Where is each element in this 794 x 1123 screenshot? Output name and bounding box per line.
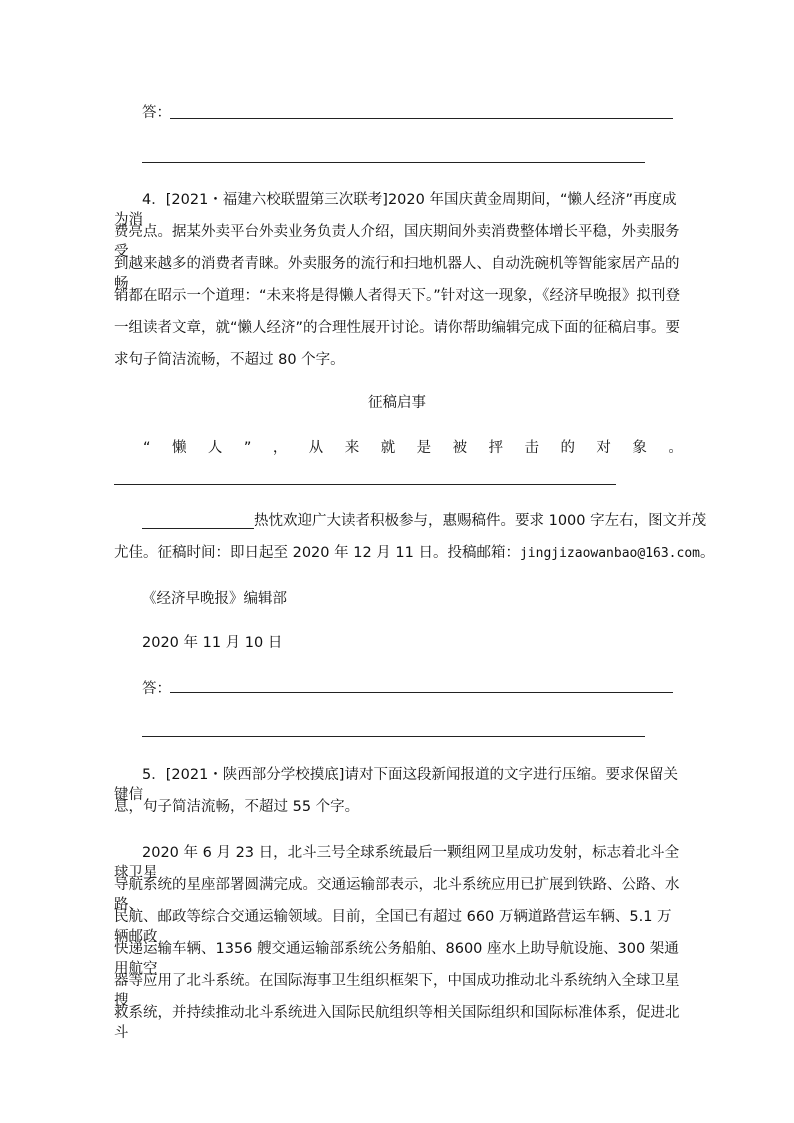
q5-news-1: 2020 年 6 月 23 日，北斗三号全球系统最后一颗组网卫星成功发射，标志着北斗全球卫星 <box>114 845 680 881</box>
spaced-char: 抨 <box>488 440 504 456</box>
notice-blank-line <box>114 484 616 485</box>
spaced-char: ” <box>243 440 252 456</box>
answer-line-2a <box>170 692 673 693</box>
notice-welcome-2 <box>114 543 714 564</box>
notice-period: 。 <box>699 545 715 561</box>
answer-line-2b <box>142 736 645 737</box>
spaced-char: 被 <box>452 440 468 456</box>
spaced-char: ， <box>272 440 288 456</box>
spaced-char: 是 <box>416 440 432 456</box>
q5-source: [2021・陕西部分学校摸底] <box>165 767 345 783</box>
q5-news-2: 导航系统的星座部署圆满完成。交通运输部表示，北斗系统应用已扩展到铁路、公路、水路、 <box>114 877 680 913</box>
notice-email: jingjizaowanbao@163.com <box>519 546 700 561</box>
answer-label-2: 答： <box>142 681 171 697</box>
q5-number: 5． <box>142 767 166 783</box>
spaced-char: 击 <box>524 440 540 456</box>
spaced-char: 人 <box>207 440 223 456</box>
q4-line-5: 一组读者文章，就“懒人经济”的合理性展开讨论。请你帮助编辑完成下面的征稿启事。要 <box>114 320 681 336</box>
notice-spaced-sentence <box>143 438 683 458</box>
spaced-char: 懒 <box>171 440 187 456</box>
spaced-char: 从 <box>308 440 324 456</box>
spaced-char: 的 <box>560 440 575 456</box>
answer-label-1: 答： <box>142 105 171 121</box>
spaced-char: 象 <box>632 440 647 456</box>
notice-deadline: 尤佳。征稿时间：即日起至 2020 年 12 月 11 日。投稿邮箱： <box>114 545 520 561</box>
spaced-char: 。 <box>668 440 683 456</box>
q4-line-2: 费亮点。据某外卖平台外卖业务负责人介绍，国庆期间外卖消费整体增长平稳，外卖服务受 <box>114 224 680 260</box>
q4-source: [2021・福建六校联盟第三次联考] <box>165 192 388 208</box>
q5-line-2: 息，句子简洁流畅，不超过 55 个字。 <box>114 799 360 815</box>
notice-title: 征稿启事 <box>368 395 426 411</box>
answer-line-1b <box>142 162 645 163</box>
q5-news-6: 救系统，并持续推动北斗系统进入国际民航组织等相关国际组织和国际标准体系，促进北斗 <box>114 1005 680 1041</box>
q5-news-3: 民航、邮政等综合交通运输领域。目前，全国已有超过 660 万辆道路营运车辆、5.1 万辆邮政 <box>114 909 672 945</box>
spaced-char: 对 <box>596 440 611 456</box>
notice-blank-short <box>142 528 254 529</box>
spaced-char: 就 <box>380 440 396 456</box>
q4-line-4: 销都在昭示一个道理：“未来将是得懒人者得天下。”针对这一现象，《经济早晚报》拟刊登 <box>114 288 681 304</box>
q4-number: 4． <box>142 192 166 208</box>
q4-line-6: 求句子简洁流畅，不超过 80 个字。 <box>114 352 345 368</box>
notice-editor: 《经济早晚报》编辑部 <box>142 591 287 607</box>
answer-line-1a <box>170 118 673 119</box>
notice-welcome-1: 热忱欢迎广大读者积极参与，惠赐稿件。要求 1000 字左右，图文并茂 <box>254 513 707 529</box>
q5-text-1: 请对下面这段新闻报道的文字进行压缩。要求保留关键信 <box>114 767 678 803</box>
q5-news-5: 器等应用了北斗系统。在国际海事卫生组织框架下，中国成功推动北斗系统纳入全球卫星搜 <box>114 973 680 1009</box>
q5-news-4: 快递运输车辆、1356 艘交通运输部系统公务船舶、8600 座水上助导航设施、300 架通用航空 <box>114 941 679 977</box>
q4-text-1: 2020 年国庆黄金周期间，“懒人经济”再度成为消 <box>114 192 677 228</box>
spaced-char: 来 <box>344 440 360 456</box>
notice-date: 2020 年 11 月 10 日 <box>142 635 283 651</box>
q4-line-3: 到越来越多的消费者青睐。外卖服务的流行和扫地机器人、自动洗碗机等智能家居产品的畅 <box>114 256 680 292</box>
spaced-char: “ <box>143 440 151 456</box>
